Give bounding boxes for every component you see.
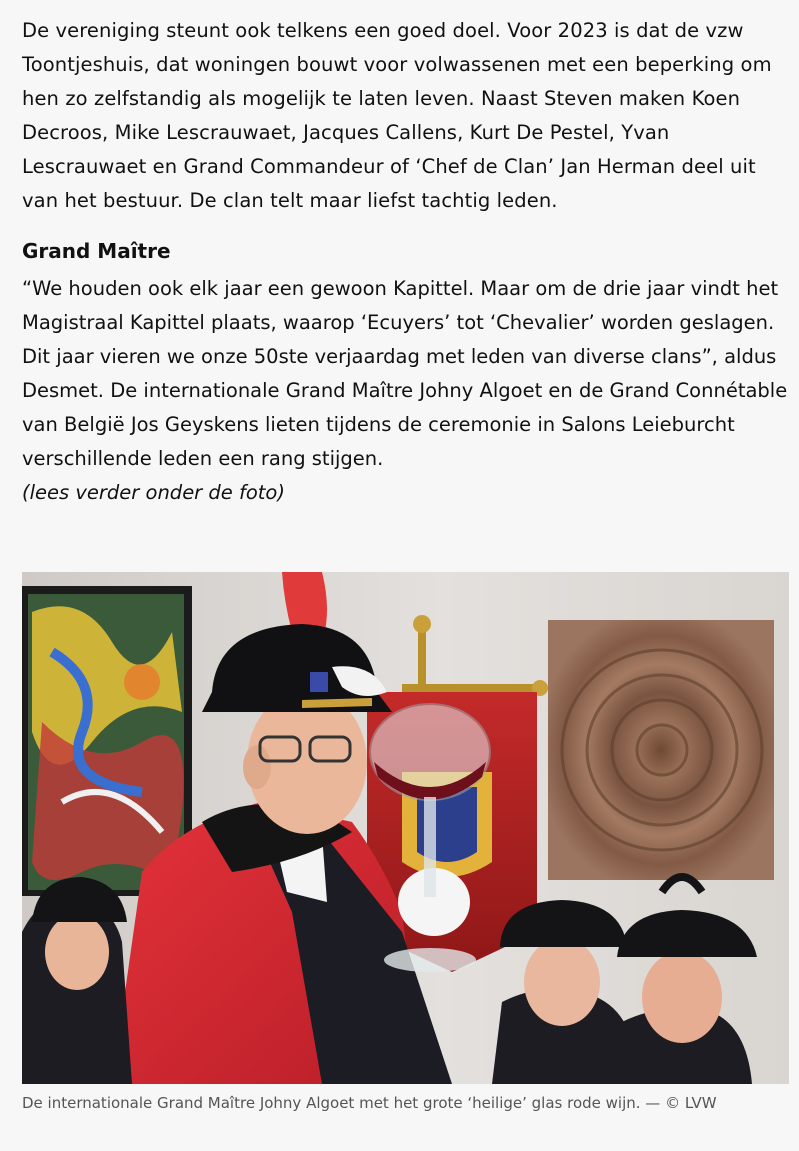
article-paragraph-2-text: “We houden ook elk jaar een gewoon Kapittel. Maar om de drie jaar vindt het Magistraal Kapittel plaats, waarop ‘Ecuyers’ tot ‘Chevalier’ worden geslagen. Dit jaar vieren we onze 50ste verjaardag met leden van diverse clans”, aldus Desmet. De internationale Grand Maître Johny Algoet en de Grand Connétable van België Jos Geyskens lieten tijdens de ceremonie in Salons Leieburcht verschillende leden een rang stijgen. <box>22 277 788 470</box>
read-more-note: (lees verder onder de foto) <box>22 481 285 504</box>
article-paragraph-1: De vereniging steunt ook telkens een goed doel. Voor 2023 is dat de vzw Toontjeshuis, dat woningen bouwt voor volwassenen met een beperking om hen zo zelfstandig als mogelijk te laten leven. Naast Steven maken Koen Decroos, Mike Lescrauwaet, Jacques Callens, Kurt De Pestel, Yvan Lescrauwaet en Grand Commandeur of ‘Chef de Clan’ Jan Herman deel uit van het bestuur. De clan telt maar liefst tachtig leden. <box>22 19 772 212</box>
photo-caption: De internationale Grand Maître Johny Algoet met het grote ‘heilige’ glas rode wijn. — © LVW <box>22 1094 717 1112</box>
article-paragraph-2 <box>22 272 792 510</box>
photo-illustration <box>22 572 789 1084</box>
article-body <box>22 14 792 510</box>
article-subheading: Grand Maître <box>22 239 171 263</box>
article-photo[interactable] <box>22 572 789 1084</box>
